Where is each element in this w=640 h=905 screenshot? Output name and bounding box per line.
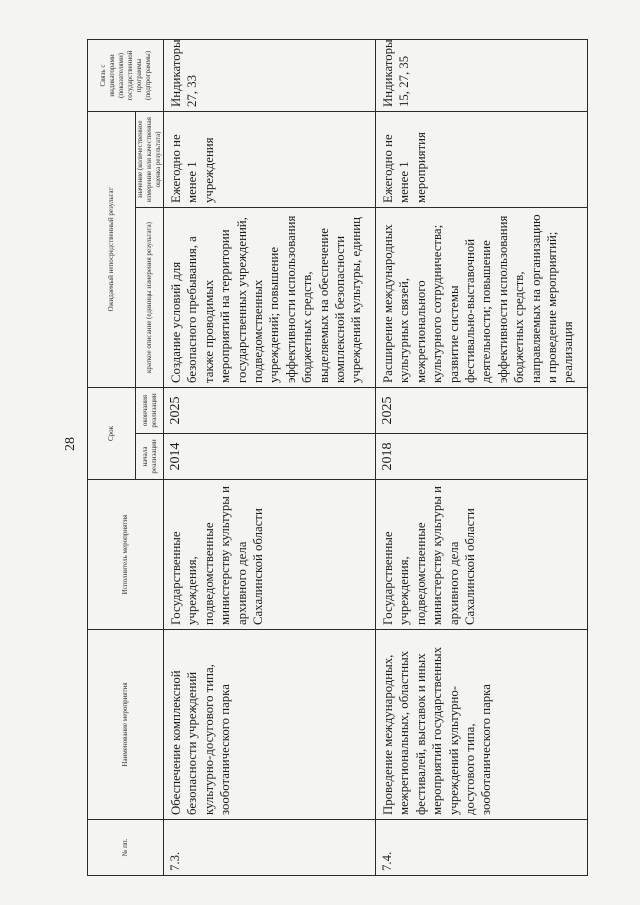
- header-result-desc: краткое описание (единицы измерения результата): [136, 207, 164, 387]
- program-table: [87, 39, 588, 876]
- header-term-start: начала реализации: [136, 434, 164, 480]
- header-term-end: окончания реализации: [136, 387, 164, 433]
- row-end-year: 2025: [376, 387, 588, 433]
- row-end-year: 2025: [164, 387, 376, 433]
- row-number: 7.3.: [164, 820, 376, 876]
- row-result-description: Расширение международных культурных связей, межрегионального культурного сотрудничества; развитие системы фестивально-выставочной деятельности; повышение эффективности использования бюджетных средств, направляемых на организацию и проведение мероприятий; реализация: [376, 207, 588, 387]
- rotated-page: [63, 40, 593, 876]
- header-link: Связь с индикаторами (показателями) государственной программы (подпрограммы): [88, 39, 164, 111]
- header-result: Ожидаемый непосредственный результат: [88, 111, 136, 387]
- row-executor: Государственные учреждения, подведомственные министерству культуры и архивного дела Сахалинской области: [164, 480, 376, 630]
- row-measure-name: Проведение международных, межрегиональных, областных фестивалей, выставок и иных мероприятий государственных учреждений культурно-досугового типа, зооботанического парка: [376, 630, 588, 820]
- row-start-year: 2014: [164, 434, 376, 480]
- header-name: Наименование мероприятия: [88, 630, 164, 820]
- row-number: 7.4.: [376, 820, 588, 876]
- row-start-year: 2018: [376, 434, 588, 480]
- table-row: [376, 39, 588, 875]
- row-result-value: Ежегодно не менее 1 учреждения: [164, 111, 376, 207]
- row-result-description: Создание условий для безопасного пребывания, а также проводимых мероприятий на территории государственных учреждений, подведомственных учреждений; повышение эффективности использования бюджетных средств, выделяемых на обеспечение комплексной безопасности учреждений культуры, единиц: [164, 207, 376, 387]
- row-result-value: Ежегодно не менее 1 мероприятия: [376, 111, 588, 207]
- page-number: 28: [63, 437, 78, 451]
- row-measure-name: Обеспечение комплексной безопасности учреждений культурно-досугового типа, зооботанического парка: [164, 630, 376, 820]
- header-result-value: значение (количественное измерение или качественная оценка результата): [136, 111, 164, 207]
- header-row: [88, 39, 136, 875]
- row-executor: Государственные учреждения, подведомственные министерству культуры и архивного дела Сахалинской области: [376, 480, 588, 630]
- row-indicator-link: Индикаторы 15, 27, 35: [376, 39, 588, 111]
- table-row: [164, 39, 376, 875]
- header-term: Срок: [88, 387, 136, 479]
- row-indicator-link: Индикаторы 27, 33: [164, 39, 376, 111]
- header-num: № пп.: [88, 820, 164, 876]
- header-executor: Исполнитель мероприятия: [88, 480, 164, 630]
